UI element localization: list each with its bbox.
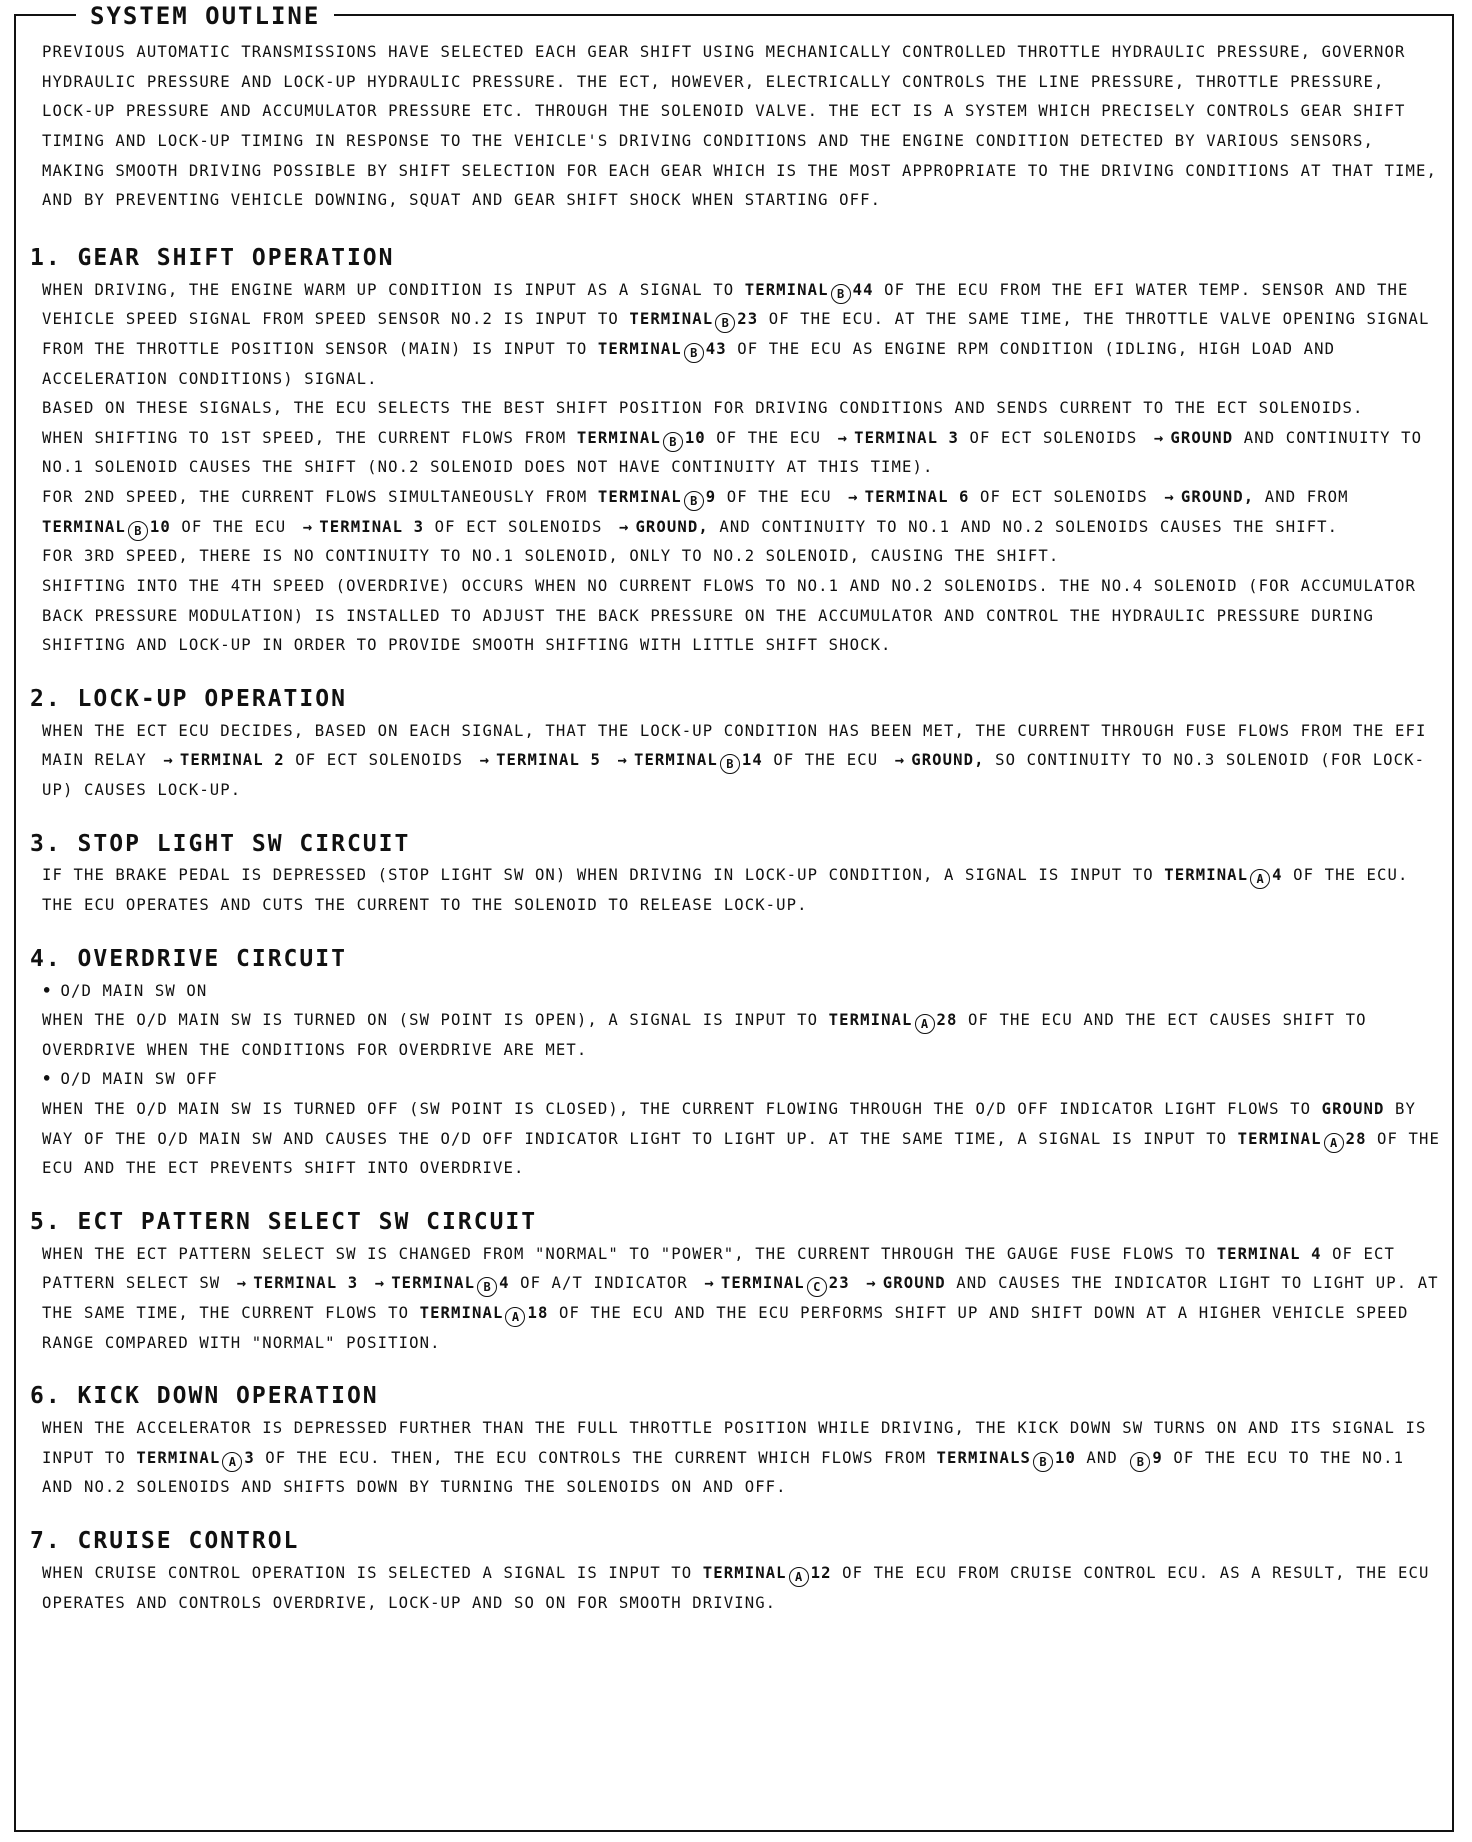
section-paragraph <box>42 861 1442 920</box>
section-5 <box>30 1208 1442 1358</box>
text-run: WHEN CRUISE CONTROL OPERATION IS SELECTED A SIGNAL IS INPUT TO <box>42 1563 703 1582</box>
bold-term: TERMINAL <box>42 517 126 536</box>
bold-term: 4 <box>499 1274 510 1293</box>
arrow-right-icon: → <box>236 1274 248 1293</box>
bold-term: 4 <box>1272 866 1283 885</box>
text-run <box>850 1274 861 1292</box>
bold-term: TERMINAL <box>1164 866 1249 885</box>
text-run: OF THE ECU. THEN, THE ECU CONTROLS THE CURRENT WHICH FLOWS FROM <box>254 1448 937 1467</box>
bold-term: GROUND, <box>1180 488 1255 507</box>
section-paragraph <box>42 542 1442 572</box>
arrow-right-icon: → <box>163 751 174 770</box>
arrow-right-icon: → <box>302 517 314 536</box>
section-paragraph <box>42 1414 1442 1503</box>
connector-circle-icon: A <box>1324 1133 1344 1153</box>
bold-term: 12 <box>810 1563 832 1582</box>
bold-term: TERMINAL 4 <box>1216 1244 1322 1263</box>
bullet-paragraph <box>42 1006 1442 1065</box>
section-paragraph <box>42 572 1442 661</box>
text-run: OF THE ECU <box>716 488 843 507</box>
bold-term: 23 <box>828 1274 850 1293</box>
text-run: SO CONTINUITY TO NO.3 SOLENOID (FOR LOCK-UP) CAUSES LOCK-UP. <box>42 751 1426 799</box>
bold-term: GROUND, <box>635 517 709 536</box>
text-run <box>358 1274 369 1292</box>
text-run: WHEN THE ECT ECU DECIDES, BASED ON EACH SIGNAL, THAT THE LOCK-UP CONDITION HAS BEEN MET, THE CURRENT THROUGH FUSE FLOWS FROM THE EFI MAIN RELAY <box>42 721 1427 770</box>
bold-term: TERMINALS <box>936 1448 1031 1467</box>
text-run: OF THE ECU. AT THE SAME TIME, THE THROTTLE VALVE OPENING SIGNAL FROM THE THROTTLE POSITION SENSOR (MAIN) IS INPUT TO <box>42 310 1430 358</box>
connector-circle-icon: B <box>663 432 683 452</box>
section-1 <box>30 244 1442 661</box>
text-run: OF ECT SOLENOIDS <box>424 517 613 536</box>
bold-term: 9 <box>1152 1448 1163 1467</box>
text-run: FOR 2ND SPEED, THE CURRENT FLOWS SIMULTANEOUSLY FROM <box>42 488 598 507</box>
section-title: 4. OVERDRIVE CIRCUIT <box>30 945 347 972</box>
bold-term: TERMINAL <box>597 488 682 507</box>
text-run: AND <box>1075 1448 1129 1467</box>
arrow-right-icon: → <box>479 751 491 770</box>
text-run: OF THE ECU AND THE ECU PERFORMS SHIFT UP AND SHIFT DOWN AT A HIGHER VEHICLE SPEED RANGE COMPARED WITH "NORMAL" POSITION. <box>42 1304 1409 1352</box>
text-run: BY WAY OF THE O/D MAIN SW AND CAUSES THE O/D OFF INDICATOR LIGHT TO LIGHT UP. AT THE SAME TIME, A SIGNAL IS INPUT TO <box>42 1100 1416 1148</box>
section-title: 6. KICK DOWN OPERATION <box>30 1383 379 1410</box>
section-2 <box>30 685 1442 806</box>
text-run: OF ECT SOLENOIDS <box>969 488 1159 507</box>
section-body <box>42 861 1442 920</box>
text-run: OF THE ECU AS ENGINE RPM CONDITION (IDLING, HIGH LOAD AND ACCELERATION CONDITIONS) SIGNAL. <box>42 339 1336 388</box>
text-run: WHEN THE ACCELERATOR IS DEPRESSED FURTHER THAN THE FULL THROTTLE POSITION WHILE DRIVING, THE KICK DOWN SW TURNS ON AND ITS SIGNAL IS INPUT TO <box>42 1419 1427 1467</box>
bold-term: TERMINAL <box>136 1448 221 1467</box>
text-run: OF THE ECU <box>705 428 832 447</box>
text-run: WHEN THE O/D MAIN SW IS TURNED OFF (SW POINT IS CLOSED), THE CURRENT FLOWING THROUGH THE O/D OFF INDICATOR LIGHT FLOWS TO <box>42 1100 1322 1119</box>
bullet-label: • O/D MAIN SW OFF <box>42 1065 1442 1095</box>
section-title: 2. LOCK-UP OPERATION <box>30 685 347 712</box>
text-run: OF THE ECU FROM CRUISE CONTROL ECU. AS A RESULT, THE ECU OPERATES AND CONTROLS OVERDRIVE, LOCK-UP AND SO ON FOR SMOOTH DRIVING. <box>42 1563 1430 1612</box>
connector-circle-icon: A <box>1250 869 1270 889</box>
text-run <box>601 751 612 769</box>
text-run: OF THE ECU. THE ECU OPERATES AND CUTS THE CURRENT TO THE SOLENOID TO RELEASE LOCK-UP. <box>42 866 1409 915</box>
section-paragraph <box>42 1240 1442 1359</box>
text-run: OF THE ECU <box>170 517 297 536</box>
section-7 <box>30 1527 1442 1618</box>
connector-circle-icon: B <box>831 284 851 304</box>
section-paragraph <box>42 717 1442 806</box>
bullet-label: • O/D MAIN SW ON <box>42 977 1442 1007</box>
text-run: AND CONTINUITY TO NO.1 SOLENOID CAUSES THE SHIFT (NO.2 SOLENOID DOES NOT HAVE CONTINUITY AT THIS TIME). <box>42 428 1423 477</box>
bold-term: TERMINAL <box>391 1274 476 1293</box>
section-title: 3. STOP LIGHT SW CIRCUIT <box>30 830 411 857</box>
section-paragraph <box>42 483 1442 542</box>
bold-term: TERMINAL 3 <box>854 428 960 447</box>
section-body <box>42 717 1442 806</box>
bold-term: TERMINAL <box>702 1563 787 1582</box>
section-body <box>42 276 1442 661</box>
section-body <box>42 1559 1442 1618</box>
text-run: SHIFTING INTO THE 4TH SPEED (OVERDRIVE) OCCURS WHEN NO CURRENT FLOWS TO NO.1 AND NO.2 SOLENOIDS. THE NO.4 SOLENOID (FOR ACCUMULATOR BACK PRESSURE MODULATION) IS INSTALLED TO ADJUST THE BACK PRESSURE ON THE ACCUMULATOR AND CONTROL THE HYDRAULIC PRESSURE DURING SHIFTING AND LOCK-UP IN ORDER TO PROVIDE SMOOTH SHIFTING WITH LITTLE SHIFT SHOCK. <box>42 576 1416 655</box>
text-run: IF THE BRAKE PEDAL IS DEPRESSED (STOP LIGHT SW ON) WHEN DRIVING IN LOCK-UP CONDITION, A SIGNAL IS INPUT TO <box>42 866 1165 885</box>
bold-term: 18 <box>527 1304 549 1323</box>
system-outline-frame <box>14 2 1454 1832</box>
section-body <box>42 977 1442 1184</box>
connector-circle-icon: A <box>505 1307 525 1327</box>
text-run: OF ECT PATTERN SELECT SW <box>42 1244 1395 1293</box>
text-run: WHEN SHIFTING TO 1ST SPEED, THE CURRENT FLOWS FROM <box>42 428 577 447</box>
connector-circle-icon: B <box>684 343 704 363</box>
text-run: OF THE ECU AND THE ECT PREVENTS SHIFT INTO OVERDRIVE. <box>42 1129 1440 1178</box>
connector-circle-icon: B <box>1130 1452 1150 1472</box>
section-title: 5. ECT PATTERN SELECT SW CIRCUIT <box>30 1208 538 1235</box>
bold-term: TERMINAL 3 <box>319 517 425 536</box>
bold-term: 14 <box>741 751 763 770</box>
section-4 <box>30 945 1442 1184</box>
bold-term: TERMINAL <box>576 428 661 447</box>
bold-term: 9 <box>705 488 717 507</box>
section-body <box>42 1240 1442 1359</box>
section-paragraph <box>42 394 1442 424</box>
bold-term: 28 <box>1345 1129 1367 1148</box>
section-6 <box>30 1382 1442 1503</box>
arrow-right-icon: → <box>618 517 630 536</box>
arrow-right-icon: → <box>894 751 906 770</box>
bold-term: TERMINAL 5 <box>496 751 601 770</box>
connector-circle-icon: A <box>222 1452 242 1472</box>
text-run: BASED ON THESE SIGNALS, THE ECU SELECTS THE BEST SHIFT POSITION FOR DRIVING CONDITIONS AND SENDS CURRENT TO THE ECT SOLENOIDS. <box>42 399 1364 418</box>
connector-circle-icon: C <box>807 1277 827 1297</box>
bold-term: TERMINAL <box>629 310 714 329</box>
text-run: WHEN THE ECT PATTERN SELECT SW IS CHANGED FROM "NORMAL" TO "POWER", THE CURRENT THROUGH THE GAUGE FUSE FLOWS TO <box>42 1244 1217 1263</box>
bold-term: TERMINAL 3 <box>253 1274 359 1293</box>
bold-term: TERMINAL <box>633 751 718 770</box>
bold-term: 10 <box>684 428 706 447</box>
arrow-right-icon: → <box>1153 428 1165 447</box>
text-run: FOR 3RD SPEED, THERE IS NO CONTINUITY TO NO.1 SOLENOID, ONLY TO NO.2 SOLENOID, CAUSING THE SHIFT. <box>42 547 1060 566</box>
bold-term: 44 <box>852 280 874 299</box>
section-3 <box>30 830 1442 921</box>
bold-term: TERMINAL <box>1237 1129 1322 1148</box>
bold-term: TERMINAL <box>720 1274 805 1293</box>
frame-title: SYSTEM OUTLINE <box>76 3 334 29</box>
connector-circle-icon: B <box>684 491 704 511</box>
connector-circle-icon: B <box>720 754 740 774</box>
document-content <box>30 38 1442 1642</box>
text-run: AND CONTINUITY TO NO.1 AND NO.2 SOLENOIDS CAUSES THE SHIFT. <box>708 517 1339 536</box>
bold-term: TERMINAL <box>744 280 829 299</box>
bold-term: TERMINAL <box>597 339 682 358</box>
bold-term: GROUND, <box>911 751 985 770</box>
bold-term: 3 <box>244 1448 255 1467</box>
bold-term: GROUND <box>1321 1100 1385 1119</box>
bold-term: TERMINAL <box>419 1304 504 1323</box>
bold-term: GROUND <box>1170 428 1234 447</box>
bold-term: 28 <box>936 1011 958 1030</box>
connector-circle-icon: B <box>128 521 148 541</box>
text-run: OF THE ECU <box>762 751 889 770</box>
connector-circle-icon: B <box>1033 1452 1053 1472</box>
arrow-right-icon: → <box>1164 488 1175 507</box>
text-run: WHEN DRIVING, THE ENGINE WARM UP CONDITION IS INPUT AS A SIGNAL TO <box>42 280 745 299</box>
text-run: OF ECT SOLENOIDS <box>959 428 1148 447</box>
arrow-right-icon: → <box>866 1274 877 1293</box>
bold-term: 10 <box>149 517 171 536</box>
bold-term: GROUND <box>882 1274 946 1293</box>
intro-paragraph: PREVIOUS AUTOMATIC TRANSMISSIONS HAVE SELECTED EACH GEAR SHIFT USING MECHANICALLY CONTROLLED THROTTLE HYDRAULIC PRESSURE, GOVERNOR HYDRAULIC PRESSURE AND LOCK-UP HYDRAULIC PRESSURE. THE ECT, HOWEVER, ELECTRICALLY CONTROLS THE LINE PRESSURE, THROTTLE PRESSURE, LOCK-UP PRESSURE AND ACCUMULATOR PRESSURE ETC. THROUGH THE SOLENOID VALVE. THE ECT IS A SYSTEM WHICH PRECISELY CONTROLS GEAR SHIFT TIMING AND LOCK-UP TIMING IN RESPONSE TO THE VEHICLE'S DRIVING CONDITIONS AND THE ENGINE CONDITION DETECTED BY VARIOUS SENSORS, MAKING SMOOTH DRIVING POSSIBLE BY SHIFT SELECTION FOR EACH GEAR WHICH IS THE MOST APPROPRIATE TO THE DRIVING CONDITIONS AT THAT TIME, AND BY PREVENTING VEHICLE DOWNING, SQUAT AND GEAR SHIFT SHOCK WHEN STARTING OFF. <box>42 43 1437 210</box>
section-paragraph <box>42 276 1442 395</box>
text-run: OF A/T INDICATOR <box>509 1274 699 1293</box>
arrow-right-icon: → <box>704 1274 715 1293</box>
section-paragraph <box>42 1559 1442 1618</box>
text-run: AND CAUSES THE INDICATOR LIGHT TO LIGHT UP. AT THE SAME TIME, THE CURRENT FLOWS TO <box>42 1274 1439 1323</box>
connector-circle-icon: A <box>915 1014 935 1034</box>
bold-term: 23 <box>737 310 759 329</box>
bold-term: TERMINAL 6 <box>864 488 970 507</box>
text-run: OF THE ECU AND THE ECT CAUSES SHIFT TO OVERDRIVE WHEN THE CONDITIONS FOR OVERDRIVE ARE MET. <box>42 1011 1367 1059</box>
text-run: AND FROM <box>1254 488 1349 507</box>
text-run: OF THE ECU TO THE NO.1 AND NO.2 SOLENOIDS AND SHIFTS DOWN BY TURNING THE SOLENOIDS ON AND OFF. <box>42 1448 1405 1497</box>
section-title: 1. GEAR SHIFT OPERATION <box>30 244 395 271</box>
connector-circle-icon: A <box>789 1567 809 1587</box>
text-run: OF THE ECU FROM THE EFI WATER TEMP. SENSOR AND THE VEHICLE SPEED SIGNAL FROM SPEED SENSOR NO.2 IS INPUT TO <box>42 280 1409 329</box>
text-run: OF ECT SOLENOIDS <box>284 751 474 770</box>
arrow-right-icon: → <box>617 751 628 770</box>
section-body <box>42 1414 1442 1503</box>
bold-term: TERMINAL 2 <box>179 751 285 770</box>
arrow-right-icon: → <box>374 1274 386 1293</box>
arrow-right-icon: → <box>848 488 859 507</box>
sections-container <box>30 244 1442 1618</box>
connector-circle-icon: B <box>477 1277 497 1297</box>
section-title: 7. CRUISE CONTROL <box>30 1528 300 1555</box>
section-paragraph <box>42 424 1442 483</box>
bold-term: 43 <box>705 339 727 358</box>
connector-circle-icon: B <box>715 313 735 333</box>
bullet-paragraph <box>42 1095 1442 1184</box>
text-run: WHEN THE O/D MAIN SW IS TURNED ON (SW POINT IS OPEN), A SIGNAL IS INPUT TO <box>42 1011 829 1030</box>
bold-term: TERMINAL <box>828 1011 913 1030</box>
arrow-right-icon: → <box>837 428 849 447</box>
bold-term: 10 <box>1054 1448 1076 1467</box>
